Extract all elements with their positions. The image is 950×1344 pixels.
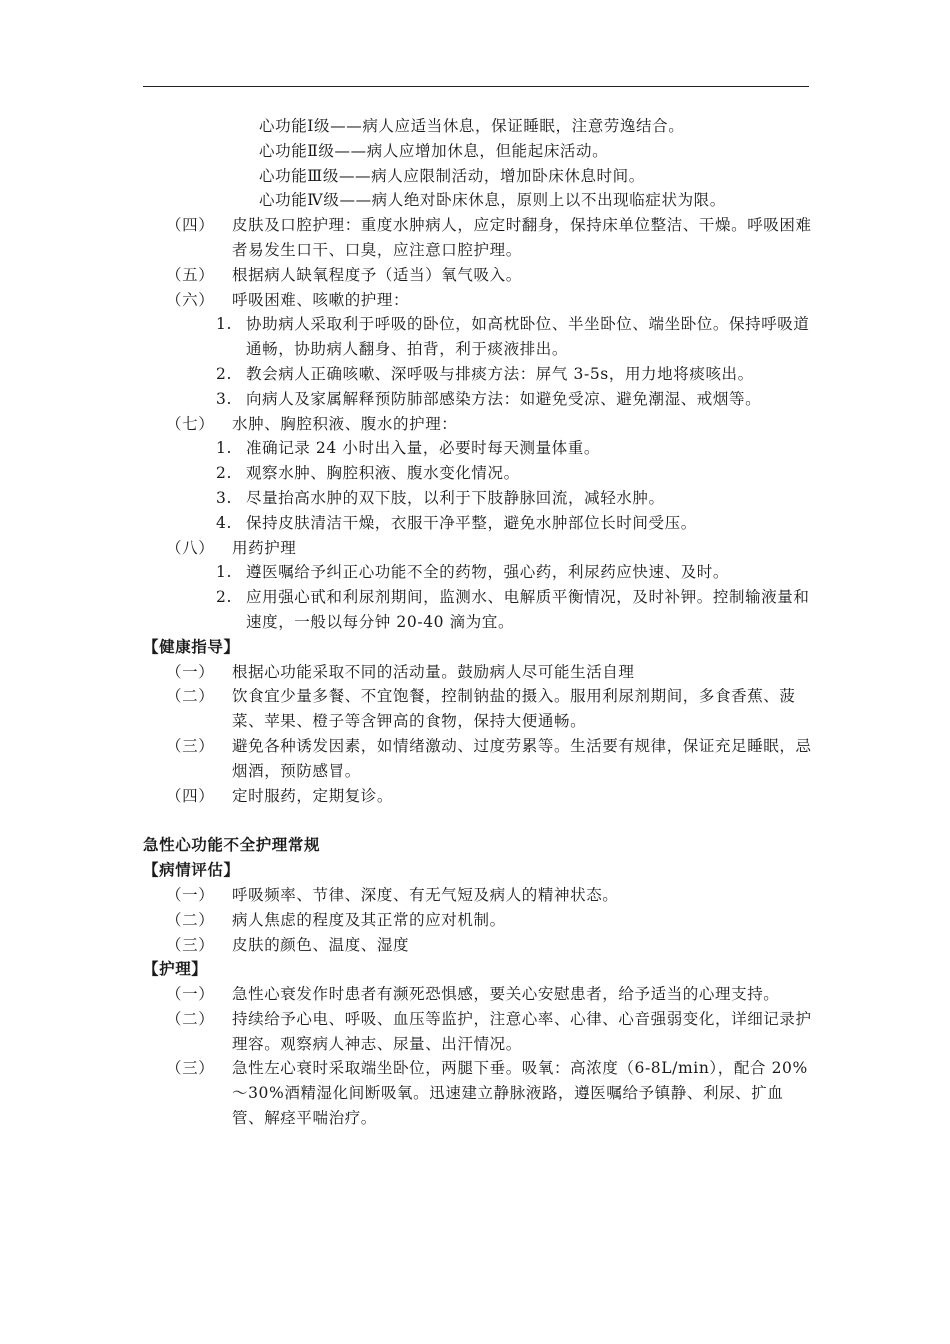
section-label: （六） bbox=[166, 290, 215, 309]
cardiac-grade-1: 心功能Ⅰ级——病人应适当休息，保证睡眠，注意劳逸结合。 bbox=[259, 117, 685, 135]
section-text: 皮肤及口腔护理：重度水肿病人，应定时翻身，保持床单位整洁、干燥。呼吸困难者易发生口干、口臭，应注意口腔护理。 bbox=[232, 216, 812, 259]
acute-heart-failure-title: 急性心功能不全护理常规 bbox=[143, 835, 321, 855]
assessment-item: （二） 病人焦虑的程度及其正常的应对机制。 bbox=[166, 910, 506, 929]
section-label: （八） bbox=[166, 538, 215, 557]
assessment-item: （三） 皮肤的颜色、温度、湿度 bbox=[166, 935, 410, 954]
list-item: 3. 尽量抬高水肿的双下肢，以利于下肢静脉回流，减轻水肿。 bbox=[216, 488, 665, 507]
nursing-item: （三） 急性左心衰时采取端坐卧位，两腿下垂。吸氧：高浓度（6-8L/min），配合 20%～30%酒精湿化间断吸氧。迅速建立静脉液路，遵医嘱给予镇静、利尿、扩血管、解痉平喘治疗。 bbox=[166, 1059, 808, 1128]
list-item: 1. 准确记录 24 小时出入量，必要时每天测量体重。 bbox=[216, 439, 600, 458]
nursing-item: （一） 急性心衰发作时患者有濒死恐惧感，要关心安慰患者，给予适当的心理支持。 bbox=[166, 985, 780, 1004]
health-guidance-heading: 【健康指导】 bbox=[143, 636, 240, 656]
section-label: （七） bbox=[166, 414, 215, 433]
health-item: （三） 避免各种诱发因素，如情绪激动、过度劳累等。生活要有规律，保证充足睡眠，忌烟酒，预防感冒。 bbox=[166, 736, 812, 780]
nursing-heading: 【护理】 bbox=[143, 959, 208, 979]
health-item: （四） 定时服药，定期复诊。 bbox=[166, 786, 394, 805]
list-item: 2. 观察水肿、胸腔积液、腹水变化情况。 bbox=[216, 464, 520, 483]
list-item: 4. 保持皮肤清洁干燥，衣服干净平整，避免水肿部位长时间受压。 bbox=[216, 513, 697, 532]
section-text: 水肿、胸腔积液、腹水的护理： bbox=[232, 414, 458, 433]
cardiac-grade-4: 心功能Ⅳ级——病人绝对卧床休息，原则上以不出现临症状为限。 bbox=[259, 191, 726, 210]
section-text: 用药护理 bbox=[232, 538, 297, 557]
list-item: 1. 遵医嘱给予纠正心功能不全的药物，强心药，利尿药应快速、及时。 bbox=[216, 563, 730, 582]
section-7 bbox=[0, 412, 950, 437]
cardiac-grade-3: 心功能Ⅲ级——病人应限制活动，增加卧床休息时间。 bbox=[259, 166, 645, 185]
section-spacer bbox=[0, 808, 950, 833]
list-item: 1. 协助病人采取利于呼吸的卧位，如高枕卧位、半坐卧位、端坐卧位。保持呼吸道通畅，协助病人翻身、拍背，利于痰液排出。 bbox=[216, 315, 810, 359]
section-text: 呼吸困难、咳嗽的护理： bbox=[232, 290, 410, 309]
section-label: （五） bbox=[166, 265, 215, 284]
section-8 bbox=[0, 536, 950, 561]
list-item: 2. 教会病人正确咳嗽、深呼吸与排痰方法：屏气 3-5s，用力地将痰咳出。 bbox=[216, 364, 754, 383]
health-item: （一） 根据心功能采取不同的活动量。鼓励病人尽可能生活自理 bbox=[166, 662, 635, 681]
health-item: （二） 饮食宜少量多餐、不宜饱餐，控制钠盐的摄入。服用利尿剂期间，多食香蕉、菠菜、苹果、橙子等含钾高的食物，保持大便通畅。 bbox=[166, 687, 796, 731]
cardiac-grade-2: 心功能Ⅱ级——病人应增加休息，但能起床活动。 bbox=[259, 141, 609, 160]
section-6 bbox=[0, 288, 950, 313]
nursing-item: （二） 持续给予心电、呼吸、血压等监护，注意心率、心律、心音强弱变化，详细记录护理容。观察病人神志、尿量、出汗情况。 bbox=[166, 1009, 812, 1053]
assessment-heading: 【病情评估】 bbox=[143, 860, 240, 880]
header-rule bbox=[143, 86, 809, 87]
assessment-item: （一） 呼吸频率、节律、深度、有无气短及病人的精神状态。 bbox=[166, 885, 619, 904]
list-item: 3. 向病人及家属解释预防肺部感染方法：如避免受凉、避免潮湿、戒烟等。 bbox=[216, 389, 762, 408]
section-5 bbox=[0, 263, 950, 288]
document-body bbox=[0, 114, 950, 1131]
section-4 bbox=[0, 213, 950, 263]
section-text: 根据病人缺氧程度予（适当）氧气吸入。 bbox=[232, 265, 522, 284]
list-item: 2. 应用强心甙和利尿剂期间，监测水、电解质平衡情况，及时补钾。控制输液量和速度，一般以每分钟 20-40 滴为宜。 bbox=[216, 588, 810, 631]
section-label: （四） bbox=[166, 216, 215, 235]
